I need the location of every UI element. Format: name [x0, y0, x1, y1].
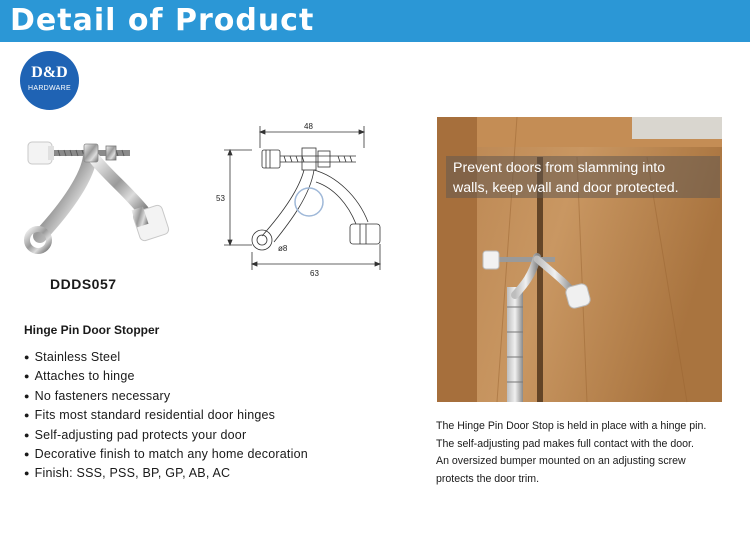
scene-caption-line: walls, keep wall and door protected.: [453, 180, 679, 196]
page-title: Detail of Product: [10, 3, 315, 38]
description-line: protects the door trim.: [436, 472, 540, 485]
logo-name: D&D: [31, 64, 68, 81]
model-code: DDDS057: [50, 276, 117, 292]
feature-item: ● Stainless Steel: [24, 348, 308, 367]
product-photo: [18, 136, 178, 266]
feature-item: ● Finish: SSS, PSS, BP, GP, AB, AC: [24, 464, 308, 483]
brand-logo: [20, 51, 79, 110]
feature-item: ● Fits most standard residential door hinges: [24, 406, 308, 425]
description-line: An oversized bumper mounted on an adjusting screw: [436, 455, 686, 467]
feature-item: ● Attaches to hinge: [24, 367, 308, 386]
description-line: The self-adjusting pad makes full contact with the door.: [436, 437, 694, 450]
feature-item: ● No fasteners necessary: [24, 387, 308, 406]
header-banner: [0, 0, 750, 42]
scene-caption: [446, 156, 720, 198]
dimension-width: 48: [304, 122, 313, 131]
technical-drawing: [218, 118, 400, 283]
description-line: The Hinge Pin Door Stop is held in place with a hinge pin.: [436, 420, 707, 432]
dimension-diameter: ø8: [278, 244, 288, 253]
feature-list: [24, 348, 308, 484]
scene-caption-line: Prevent doors from slamming into: [453, 160, 666, 176]
dimension-height: 53: [216, 194, 225, 203]
logo-subtitle: HARDWARE: [28, 85, 71, 92]
dimension-length: 63: [310, 269, 319, 278]
feature-item: ● Decorative finish to match any home decoration: [24, 445, 308, 464]
feature-item: ● Self-adjusting pad protects your door: [24, 426, 308, 445]
product-description: [436, 418, 746, 488]
product-name: Hinge Pin Door Stopper: [24, 323, 160, 337]
